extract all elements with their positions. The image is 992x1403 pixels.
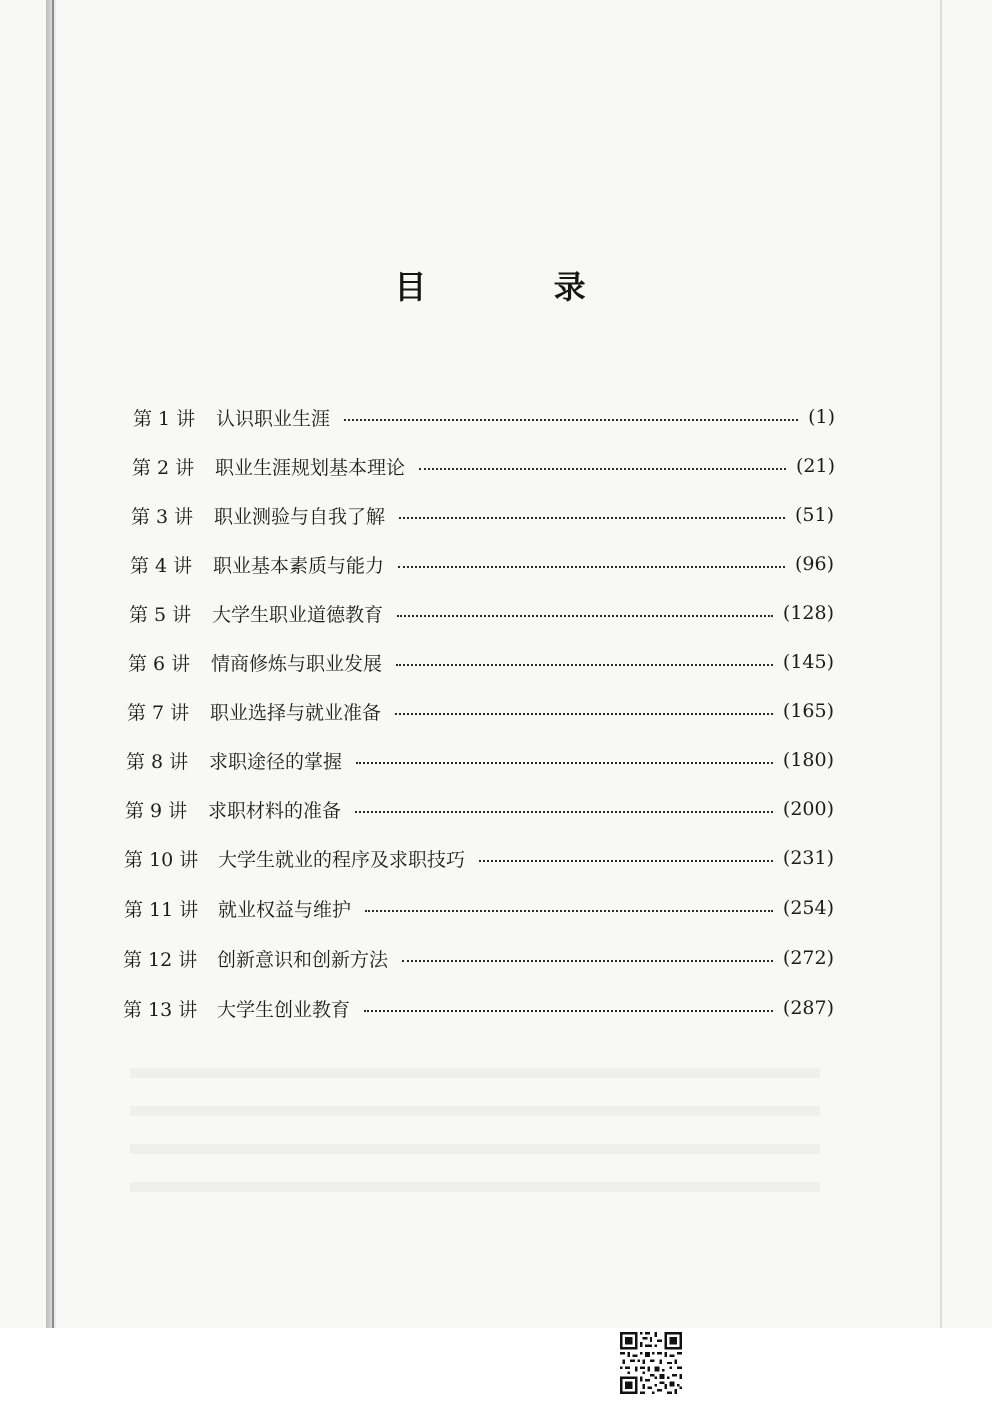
- toc-entry-title: 大学生创业教育: [217, 998, 351, 1021]
- toc-entry-page: (1): [808, 406, 835, 428]
- dot-leader: [397, 615, 773, 617]
- toc-entry-page: (21): [795, 455, 835, 477]
- dot-leader: [355, 811, 773, 813]
- toc-entry-2[interactable]: [132, 451, 835, 481]
- toc-entry-4[interactable]: [130, 549, 834, 579]
- toc-entry-title: 就业权益与维护: [218, 898, 352, 921]
- toc-entry-title: 大学生就业的程序及求职技巧: [218, 848, 466, 871]
- toc-entry-title: 求职途径的掌握: [209, 750, 343, 773]
- dot-leader: [479, 860, 773, 862]
- toc-entry-page: (145): [782, 651, 834, 673]
- toc-entry-10[interactable]: [124, 843, 834, 873]
- dot-leader: [396, 664, 773, 666]
- toc-entry-3[interactable]: [131, 500, 834, 530]
- toc-entry-title: 职业生涯规划基本理论: [215, 456, 406, 479]
- toc-entry-page: (180): [782, 749, 834, 771]
- toc-entry-page: (287): [782, 997, 834, 1019]
- toc-entry-number: 第 7 讲: [127, 701, 190, 724]
- toc-entry-number: 第 1 讲: [133, 407, 196, 430]
- toc-entry-number: 第 11 讲: [124, 898, 199, 921]
- toc-entry-number: 第 4 讲: [130, 554, 193, 577]
- dot-leader: [399, 517, 785, 519]
- toc-entry-page: (231): [782, 847, 834, 869]
- toc-entry-12[interactable]: [123, 943, 834, 973]
- toc-entry-page: (128): [782, 602, 834, 624]
- dot-leader: [365, 910, 773, 912]
- toc-entry-title: 情商修炼与职业发展: [211, 652, 383, 675]
- toc-entry-1[interactable]: [133, 402, 835, 432]
- toc-entry-title: 求职材料的准备: [208, 799, 342, 822]
- toc-entry-page: (272): [782, 947, 834, 969]
- toc-entry-title: 创新意识和创新方法: [217, 948, 389, 971]
- toc-entry-title: 职业选择与就业准备: [210, 701, 382, 724]
- toc-entry-number: 第 8 讲: [126, 750, 189, 773]
- toc-entry-page: (254): [782, 897, 834, 919]
- toc-entry-number: 第 5 讲: [129, 603, 192, 626]
- qr-code-icon: [620, 1332, 682, 1394]
- toc-entry-title: 认识职业生涯: [216, 407, 331, 430]
- toc-entry-8[interactable]: [126, 745, 834, 775]
- dot-leader: [398, 566, 785, 568]
- dot-leader: [402, 960, 773, 962]
- toc-entry-number: 第 12 讲: [123, 948, 198, 971]
- toc-entry-number: 第 10 讲: [124, 848, 199, 871]
- toc-entry-number: 第 9 讲: [125, 799, 188, 822]
- toc-entry-title: 职业基本素质与能力: [213, 554, 385, 577]
- toc-entry-7[interactable]: [127, 696, 834, 726]
- dot-leader: [395, 713, 773, 715]
- toc-entry-11[interactable]: [124, 893, 834, 923]
- dot-leader: [364, 1010, 773, 1012]
- toc-entry-number: 第 3 讲: [131, 505, 194, 528]
- dot-leader: [356, 762, 773, 764]
- toc-entry-13[interactable]: [123, 993, 834, 1023]
- toc-entry-page: (165): [782, 700, 834, 722]
- toc-entry-6[interactable]: [128, 647, 834, 677]
- toc-entry-page: (51): [794, 504, 834, 526]
- toc-entry-5[interactable]: [129, 598, 834, 628]
- toc-entry-page: (200): [782, 798, 834, 820]
- toc-entry-title: 职业测验与自我了解: [214, 505, 386, 528]
- toc-entry-9[interactable]: [125, 794, 834, 824]
- page-title: 目 录: [394, 268, 644, 306]
- toc-entry-number: 第 6 讲: [128, 652, 191, 675]
- dot-leader: [344, 419, 798, 421]
- toc-entry-title: 大学生职业道德教育: [212, 603, 384, 626]
- toc-entry-number: 第 2 讲: [132, 456, 195, 479]
- toc-entry-number: 第 13 讲: [123, 998, 198, 1021]
- bleed-through-shading: [130, 1040, 820, 1200]
- toc-entry-page: (96): [794, 553, 834, 575]
- dot-leader: [419, 468, 786, 470]
